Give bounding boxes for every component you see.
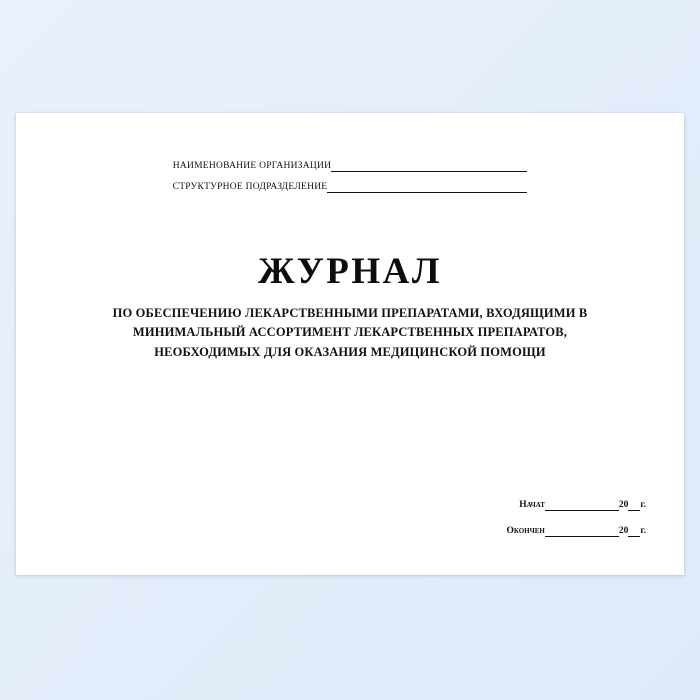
finished-year-suffix: г. — [640, 525, 646, 536]
finished-year-fill-line[interactable] — [628, 525, 640, 537]
page-subtitle: ПО ОБЕСПЕЧЕНИЮ ЛЕКАРСТВЕННЫМИ ПРЕПАРАТАМИ, ВХОДЯЩИМИ В МИНИМАЛЬНЫЙ АССОРТИМЕНТ ЛЕКАРСТВЕННЫХ ПРЕПАРАТОВ, НЕОБХОДИМЫХ ДЛЯ ОКАЗАНИЯ МЕДИЦИНСКОЙ ПОМОЩИ — [112, 306, 588, 359]
organization-field-row — [16, 160, 684, 172]
finished-fill-line[interactable] — [545, 525, 619, 537]
document-page — [16, 113, 684, 575]
started-year-prefix: 20 — [618, 499, 629, 510]
started-year-fill-line[interactable] — [628, 499, 640, 511]
organization-fill-line[interactable] — [331, 160, 527, 172]
document-footer — [506, 499, 646, 537]
title-block — [16, 253, 684, 362]
finished-label: Окончен — [506, 525, 545, 536]
finished-year-prefix: 20 — [618, 525, 629, 536]
document-header — [16, 160, 684, 202]
started-fill-line[interactable] — [545, 499, 619, 511]
started-field-row — [506, 499, 646, 511]
started-year-suffix: г. — [640, 499, 646, 510]
organization-label: НАИМЕНОВАНИЕ ОРГАНИЗАЦИИ — [172, 160, 332, 171]
department-field-row — [16, 181, 684, 193]
department-label: СТРУКТУРНОЕ ПОДРАЗДЕЛЕНИЕ — [172, 181, 328, 192]
started-label: Начат — [519, 499, 545, 510]
finished-field-row — [506, 525, 646, 537]
department-fill-line[interactable] — [327, 181, 527, 193]
page-title: ЖУРНАЛ — [258, 251, 442, 292]
